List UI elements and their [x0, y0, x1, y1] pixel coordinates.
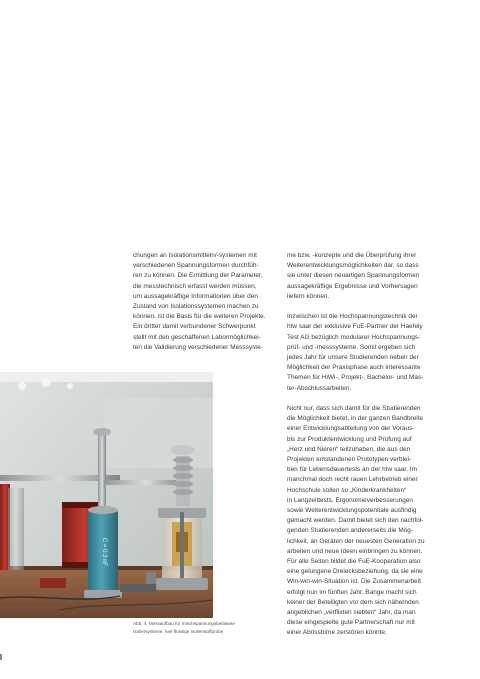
- text-line: bis zur Produktentwicklung und Prüfung auf: [287, 435, 412, 443]
- text-line: die Möglichkeit bietet, in der ganzen Bandbreite: [287, 415, 424, 423]
- text-line: sie unter diesen neuartigen Spannungsformen: [287, 272, 420, 280]
- text-line: jedes Jahr für unsere Studierenden neben der: [287, 354, 419, 362]
- text-line: Test AG bezüglich modularer Hochspannungs-: [287, 333, 421, 341]
- text-line: me bzw. -konzepte und die Überprüfung ihrer: [287, 252, 417, 259]
- text-line: arbeiten und neue Ideen einbringen zu können.: [287, 547, 423, 555]
- text-line: chungen an Isolationsmitteln/-systemen mit: [133, 252, 257, 259]
- paragraph: [287, 404, 437, 639]
- right-text-column: [287, 251, 437, 639]
- text-line: „Herz und Nieren“ teilzuhaben, die aus den: [287, 445, 411, 453]
- text-line: htw saar der exklusive FuE-Partner der Haefely: [287, 323, 423, 331]
- text-line: erfolgt nun im fünften Jahr. Bange macht sich: [287, 588, 417, 596]
- text-line: genden Studierenden andererseits die Mög-: [287, 527, 414, 535]
- text-line: sowie Weiterentwicklungspotentiale ausfindig: [287, 507, 417, 515]
- text-line: Weiterentwicklungsmöglichkeiten dar, so dass: [287, 262, 419, 270]
- text-line: Für alle Seiten bildet die FuE-Kooperation also: [287, 558, 421, 566]
- text-line: lichkeit, an Geräten der neuesten Generation zu: [287, 537, 425, 545]
- text-line: Nicht nur, dass sich damit für die Studierenden: [287, 405, 421, 413]
- photo-caption: [133, 620, 263, 636]
- text-line: prüf- und -messsysteme. Somit ergeben sich: [287, 343, 416, 351]
- text-line: Zustand von Isolationssystemen machen zu: [133, 303, 259, 311]
- paragraph: [287, 251, 437, 302]
- text-line: keiner der Beteiligten vor dem sich nähernden: [287, 598, 419, 606]
- text-line: die messtechnisch erfasst werden müssen,: [133, 282, 257, 290]
- text-line: ben für Lebensdauertests an der htw saar. Im: [287, 466, 417, 474]
- text-line: eine gelungene Dreiecksbeziehung, da sie eine: [287, 568, 423, 576]
- text-line: Ein dritter damit verbundener Schwerpunkt: [133, 323, 256, 331]
- caption-line: Abb. 4: Messaufbau für mischspannungsbelastete: [133, 621, 235, 626]
- left-text-column: [133, 251, 279, 353]
- text-line: Themen für HiWi-, Projekt-, Bachelor- und Mas-: [287, 374, 424, 382]
- text-line: manchmal doch recht rauen Lehrbetrieb einer: [287, 476, 418, 484]
- text-line: liefern können.: [287, 292, 330, 300]
- paragraph-gap: [287, 302, 437, 312]
- text-line: um aussagekräftige Informationen über den: [133, 292, 258, 300]
- paragraph: [287, 312, 437, 394]
- text-line: einer Entwicklungsabteilung von der Voraus-: [287, 425, 415, 433]
- text-line: ten die Validierung verschiedener Messsyste-: [133, 343, 263, 351]
- page-edge-mark: [0, 654, 2, 660]
- text-line: stellt mit den geschaffenen Labormöglichkei-: [133, 333, 261, 341]
- text-line: in Langzeittests, Ergonomieverbesserungen: [287, 496, 414, 504]
- text-line: Hochschule sollen so „Kinderkrankheiten“: [287, 486, 407, 494]
- text-line: können, ist die Basis für die weiteren Projekte.: [133, 313, 266, 321]
- capacitor-label: C = 0.3 nF: [101, 537, 107, 567]
- lab-setup-photo: [0, 372, 213, 618]
- text-line: Projekten entstandenen Prototypen verblei-: [287, 456, 412, 464]
- text-line: angeblichen „verflixten siebten“ Jahr, da man: [287, 609, 416, 617]
- paragraph-gap: [287, 394, 437, 404]
- text-line: ren zu können. Die Ermittlung der Parameter,: [133, 272, 263, 280]
- text-line: diese eingespielte gute Partnerschaft nur mit: [287, 619, 415, 627]
- text-line: gemacht werden. Damit bietet sich den nachfol-: [287, 517, 424, 525]
- text-line: Inzwischen ist die Hochspannungstechnik der: [287, 313, 418, 321]
- text-line: verschiedenen Spannungsformen durchfüh-: [133, 262, 259, 270]
- text-line: ter-Abschlussarbeiten.: [287, 384, 352, 392]
- text-line: einer Abrissbirne zerstören könnte.: [287, 629, 387, 637]
- caption-line: Isoliersysteme, hier flüssige Isolierstoffprobe: [133, 629, 224, 634]
- text-line: Win-win-win-Situation ist. Die Zusammenarbeit: [287, 578, 421, 586]
- text-line: aussagekräftige Ergebnisse und Vorhersagen: [287, 282, 418, 290]
- text-line: Möglichkeit der Praxisphase auch interessante: [287, 364, 421, 372]
